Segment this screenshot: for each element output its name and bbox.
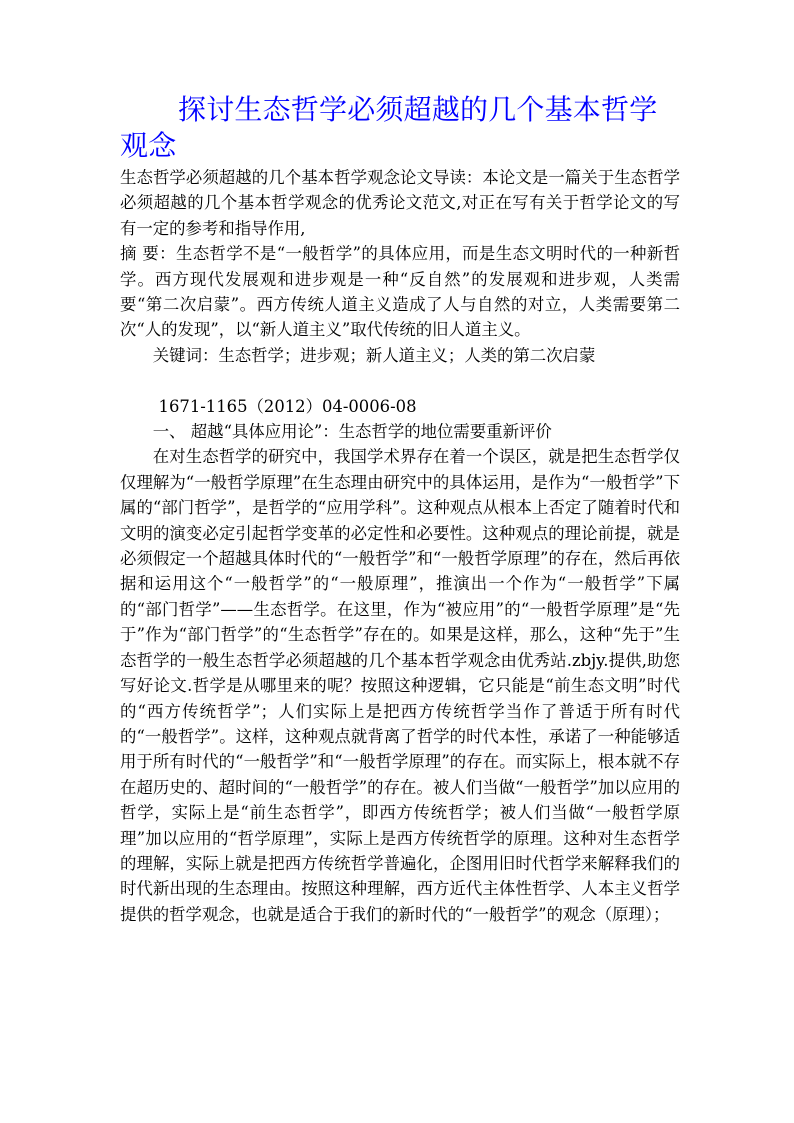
main-paragraph: 在对生态哲学的研究中，我国学术界存在着一个误区，就是把生态哲学仅仅理解为“一般哲学原理”在生态理由研究中的具体运用，是作为“一般哲学”下属的“部门哲学”，是哲学的“应用学科”。这种观点从根本上否定了随着时代和文明的演变必定引起哲学变革的必定性和必要性。这种观点的理论前提，就是必须假定一个超越具体时代的“一般哲学”和“一般哲学原理”的存在，然后再依据和运用这个“一般哲学”的“一般原理”，推演出一个作为“一般哲学”下属的“部门哲学”——生态哲学。在这里，作为“被应用”的“一般哲学原理”是“先于”作为“部门哲学”的“生态哲学”存在的。如果是这样，那么，这种“先于”生态哲学的一般生态哲学必须超越的几个基本哲学观念由优秀站.zbjy.提供,助您写好论文.哲学是从哪里来的呢？按照这种逻辑，它只能是“前生态文明”时代的“西方传统哲学”；人们实际上是把西方传统哲学当作了普适于所有时代的“一般哲学”。这样，这种观点就背离了哲学的时代本性，承诺了一种能够适用于所有时代的“一般哲学”和“一般哲学原理”的存在。而实际上，根本就不存在超历史的、超时间的“一般哲学”的存在。被人们当做“一般哲学”加以应用的哲学，实际上是“前生态哲学”，即西方传统哲学；被人们当做“一般哲学原理”加以应用的“哲学原理”，实际上是西方传统哲学的原理。这种对生态哲学的理解，实际上就是把西方传统哲学普遍化，企图用旧时代哲学来解释我们的时代新出现的生态理由。按照这种理解，西方近代主体性哲学、人本主义哲学提供的哲学观念，也就是适合于我们的新时代的“一般哲学”的观念（原理）； xyxy=(120,447,680,924)
document-body xyxy=(120,165,680,927)
keywords-line: 关键词：生态哲学；进步观；新人道主义；人类的第二次启蒙 xyxy=(152,345,596,365)
intro-paragraph: 生态哲学必须超越的几个基本哲学观念论文导读：本论文是一篇关于生态哲学必须超越的几个基本哲学观念的优秀论文范文,对正在写有关于哲学论文的写有一定的参考和指导作用, xyxy=(120,168,680,238)
document-title: 探讨生态哲学必须超越的几个基本哲学观念 xyxy=(120,93,658,162)
abstract-paragraph: 摘 要：生态哲学不是“一般哲学”的具体应用，而是生态文明时代的一种新哲学。西方现代发展观和进步观是一种“反自然”的发展观和进步观，人类需要“第二次启蒙”。西方传统人道主义造成了人与自然的对立，人类需要第二次“人的发现”，以“新人道主义”取代传统的旧人道主义。 xyxy=(120,244,680,340)
section-heading: 一、 超越“具体应用论”：生态哲学的地位需要重新评价 xyxy=(152,422,552,442)
article-code: 1671-1165（2012）04-0006-08 xyxy=(158,396,417,416)
